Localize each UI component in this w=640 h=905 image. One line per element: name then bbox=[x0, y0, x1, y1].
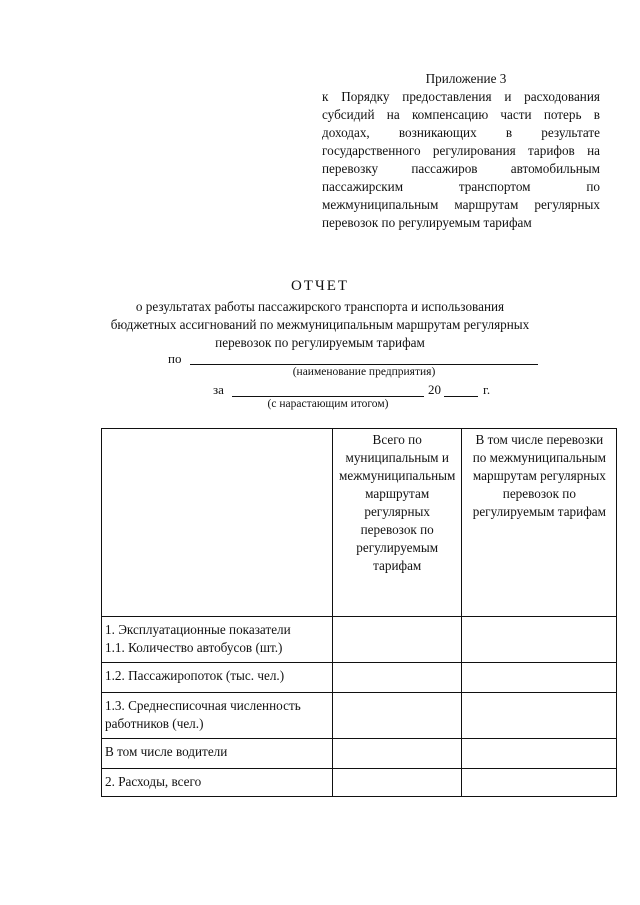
year-prefix: 20 bbox=[428, 382, 441, 397]
header-cell-intermunicipal bbox=[462, 429, 617, 617]
cell-intermunicipal[interactable] bbox=[462, 663, 617, 693]
row-label bbox=[102, 663, 333, 693]
header-cell-indicator bbox=[102, 429, 333, 617]
cell-intermunicipal[interactable] bbox=[462, 693, 617, 739]
row-label bbox=[102, 693, 333, 739]
row-label bbox=[102, 617, 333, 663]
period-field[interactable] bbox=[232, 396, 424, 397]
period-caption: (с нарастающим итогом) bbox=[267, 398, 389, 410]
row-label-line-1: 1.2. Пассажиропоток (тыс. чел.) bbox=[105, 668, 285, 683]
row-label bbox=[102, 769, 333, 797]
table-row bbox=[102, 617, 617, 663]
header-cell-total bbox=[333, 429, 462, 617]
for-label: за bbox=[213, 382, 224, 397]
row-label-line-2: 1.1. Количество автобусов (шт.) bbox=[105, 640, 283, 655]
cell-total[interactable] bbox=[333, 739, 462, 769]
annex-title: Приложение 3 bbox=[425, 71, 507, 86]
subtitle-line-3: перевозок по регулируемым тарифам bbox=[215, 335, 425, 350]
cell-total[interactable] bbox=[333, 769, 462, 797]
subtitle-line-2: бюджетных ассигнований по межмуниципальным маршрутам регулярных bbox=[110, 317, 530, 332]
cell-intermunicipal[interactable] bbox=[462, 739, 617, 769]
report-table bbox=[101, 428, 617, 797]
cell-total[interactable] bbox=[333, 617, 462, 663]
row-label-line-1: 1.3. Среднесписочная численность bbox=[105, 698, 301, 713]
cell-total[interactable] bbox=[333, 693, 462, 739]
report-title: ОТЧЕТ bbox=[290, 278, 350, 294]
annex-block bbox=[322, 70, 600, 232]
report-subtitle bbox=[0, 298, 640, 352]
cell-intermunicipal[interactable] bbox=[462, 769, 617, 797]
enterprise-caption: (наименование предприятия) bbox=[292, 366, 436, 378]
table-row bbox=[102, 739, 617, 769]
header-intermunicipal-text: В том числе перевозки по межмуниципальным маршрутам регулярных перевозок по регулируемым тарифам bbox=[472, 432, 607, 519]
header-total-text: Всего по муниципальным и межмуниципальным маршрутам регулярных перевозок по регулируемым тарифам bbox=[339, 432, 456, 573]
row-label-line-1: В том числе водители bbox=[105, 744, 228, 759]
row-label-line-1: 1. Эксплуатационные показатели bbox=[105, 622, 291, 637]
cell-total[interactable] bbox=[333, 663, 462, 693]
table-row bbox=[102, 663, 617, 693]
row-label bbox=[102, 739, 333, 769]
year-suffix: г. bbox=[483, 382, 491, 397]
table-header-row bbox=[102, 429, 617, 617]
annex-body: к Порядку предоставления и расходования субсидий на компенсацию части потерь в доходах, возникающих в результате государственного регулирования тарифов на перевозку пассажиров автомобильным пассажирским транспортом по межмуниципальным маршрутам регулярных перевозок по регулируемым тарифам bbox=[322, 89, 600, 230]
cell-intermunicipal[interactable] bbox=[462, 617, 617, 663]
subtitle-line-1: о результатах работы пассажирского транспорта и использования bbox=[135, 299, 505, 314]
year-field[interactable] bbox=[444, 396, 478, 397]
by-label: по bbox=[168, 351, 182, 366]
row-label-line-1: 2. Расходы, всего bbox=[105, 774, 202, 789]
table-row bbox=[102, 693, 617, 739]
row-label-line-2: работников (чел.) bbox=[105, 716, 204, 731]
table-row bbox=[102, 769, 617, 797]
enterprise-name-field[interactable] bbox=[190, 364, 538, 365]
